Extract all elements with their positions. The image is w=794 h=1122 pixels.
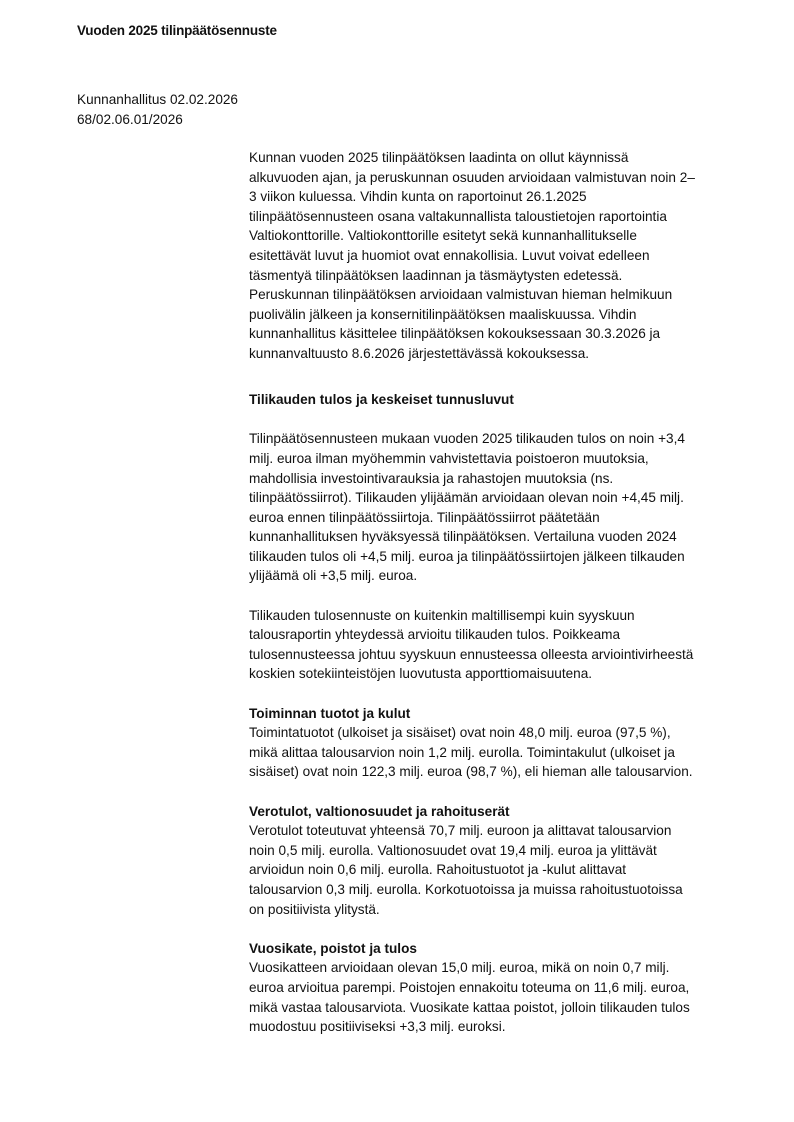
intro-paragraph [249,148,739,364]
section-heading: Vuosikate, poistot ja tulos [249,940,417,956]
paragraph [249,958,739,1036]
text-line: täsmentyä tilinpäätöksen laadinnan ja täsmäytysten edetessä. [249,267,623,283]
text-line: tilinpäätösennusteen osana valtakunnallista taloustietojen raportointia [249,208,667,224]
text-line: Vuosikatteen arvioidaan olevan 15,0 milj. euroa, mikä on noin 0,7 milj. [249,960,670,976]
text-line: mahdollisia investointivarauksia ja rahastojen muutoksia (ns. [249,470,614,486]
text-line: alkuvuoden ajan, ja peruskunnan osuuden arvioidaan valmistuvan noin 2– [249,169,695,185]
section-vuosikate [249,939,739,1037]
text-line: sisäiset) ovat noin 122,3 milj. euroa (98,7 %), eli hieman alle talousarvion. [249,764,693,780]
text-line: kunnanhallitus käsittelee tilinpäätöksen kokouksessaan 30.3.2026 ja [249,326,661,342]
text-line: puolivälin jälkeen ja konsernitilinpäätöksen maaliskuussa. Vihdin [249,306,637,322]
text-line: arvioidun noin 0,6 milj. eurolla. Rahoitustuotot ja -kulut alittavat [249,862,627,878]
text-line: tilinpäätössiirrot). Tilikauden ylijäämän arvioidaan olevan noin +4,45 milj. [249,490,684,506]
text-line: mikä alittaa talousarvion noin 1,2 milj. eurolla. Toimintakulut (ulkoiset ja [249,744,675,760]
text-line: milj. euroa ilman myöhemmin vahvistettavia poistoeron muutoksia, [249,450,649,466]
meeting-info: Kunnanhallitus 02.02.2026 [77,92,238,107]
document-meta [77,90,238,129]
text-line: Verotulot toteutuvat yhteensä 70,7 milj. euroon ja alittavat talousarvion [249,823,672,839]
section-toiminnan-tuotot [249,704,739,782]
text-line: Peruskunnan tilinpäätöksen arvioidaan valmistuvan hieman helmikuun [249,287,673,303]
text-line: Valtiokonttorille. Valtiokonttorille esitetyt sekä kunnanhallitukselle [249,228,637,244]
text-line: Tilikauden tulosennuste on kuitenkin maltillisempi kuin syyskuun [249,607,635,623]
section-heading: Tilikauden tulos ja keskeiset tunnusluvut [249,392,514,408]
text-line: kunnanvaltuusto 8.6.2026 järjestettävässä kokouksessa. [249,345,590,361]
text-line: muodostuu positiiviseksi +3,3 milj. euroksi. [249,1019,506,1035]
text-line: mikä vastaa talousarviota. Vuosikate kattaa poistot, jolloin tilikauden tulos [249,999,690,1015]
document-title: Vuoden 2025 tilinpäätösennuste [77,23,277,38]
text-line: on positiivista ylitystä. [249,901,380,917]
text-line: ylijäämä oli +3,5 milj. euroa. [249,568,418,584]
section-heading: Toiminnan tuotot ja kulut [249,705,411,721]
paragraph [249,606,739,684]
text-line: talousarvion 0,3 milj. eurolla. Korkotuotoissa ja muissa rahoitustuotoissa [249,881,683,897]
paragraph [249,821,739,919]
text-line: tilikauden tulos oli +4,5 milj. euroa ja tilinpäätössiirtojen jälkeen tilkauden [249,548,685,564]
text-line: kunnanhallituksen hyväksyessä tilinpäätöksen. Vertailuna vuoden 2024 [249,529,677,545]
text-line: Kunnan vuoden 2025 tilinpäätöksen laadinta on ollut käynnissä [249,150,629,165]
section-verotulot [249,802,739,920]
paragraph [249,723,739,782]
text-line: Tilinpäätösennusteen mukaan vuoden 2025 tilikauden tulos on noin +3,4 [249,431,685,447]
reference-number: 68/02.06.01/2026 [77,111,183,127]
text-line: talousraportin yhteydessä arvioitu tilikauden tulos. Poikkeama [249,627,621,643]
text-line: esitettävät luvut ja huomiot ovat ennakollisia. Luvut voivat edelleen [249,247,650,263]
text-line: Toimintatuotot (ulkoiset ja sisäiset) ovat noin 48,0 milj. euroa (97,5 %), [249,725,671,741]
section-heading: Verotulot, valtionosuudet ja rahoituserät [249,803,510,819]
text-line: euroa ennen tilinpäätössiirtoja. Tilinpäätössiirrot päätetään [249,509,600,525]
text-line: euroa arvioitua parempi. Poistojen ennakoitu toteuma on 11,6 milj. euroa, [249,979,690,995]
text-line: tulosennusteessa johtuu syyskuun ennusteessa olleesta arviointivirheestä [249,646,694,662]
text-line: noin 0,5 milj. eurolla. Valtionosuudet ovat 19,4 milj. euroa ja ylittävät [249,842,657,858]
document-body [249,148,739,1037]
text-line: koskien sotekiinteistöjen luovutusta apporttiomaisuutena. [249,666,593,682]
section-tilikauden-tulos [249,390,739,684]
text-line: 3 viikon kuluessa. Vihdin kunta on raportoinut 26.1.2025 [249,189,587,205]
paragraph [249,429,739,586]
